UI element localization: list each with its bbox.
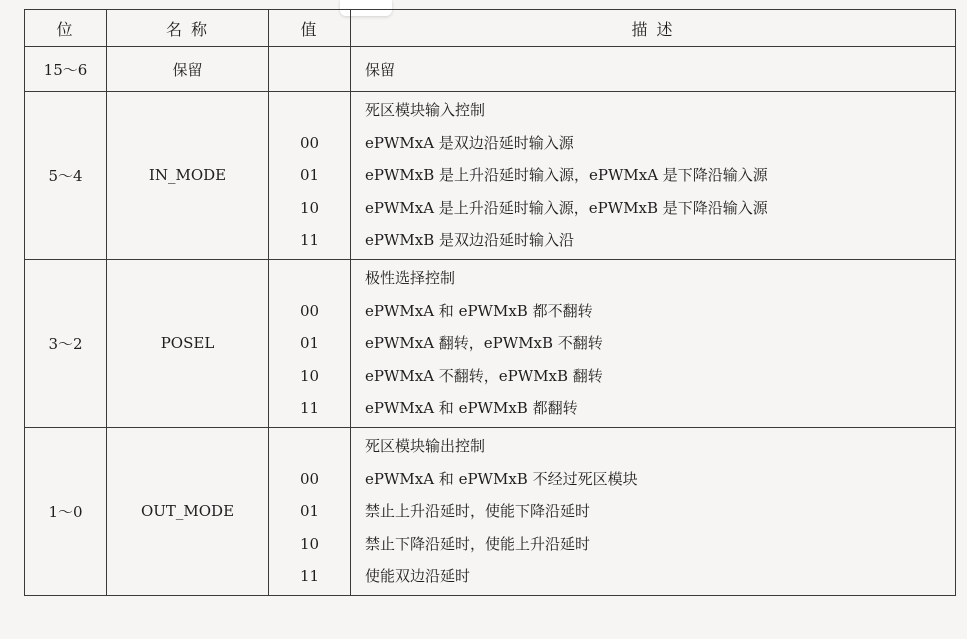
table-row-reserved (25, 47, 956, 92)
header-name: 名 称 (107, 10, 269, 47)
value-item: 11 (299, 567, 320, 586)
value-item: 00 (299, 133, 320, 152)
value-cell (269, 47, 351, 92)
table-row-out-mode (25, 427, 956, 595)
name-cell: 保留 (107, 47, 269, 92)
description-option: ePWMxA 和 ePWMxB 都翻转 (365, 399, 578, 418)
bit-cell: 15～6 (25, 47, 107, 92)
description-option: ePWMxA 翻转，ePWMxB 不翻转 (365, 334, 603, 353)
value-item: 01 (299, 166, 320, 185)
value-spacer (269, 262, 350, 295)
bit-cell: 5～4 (25, 92, 107, 260)
value-cell (269, 259, 351, 427)
table-row-in-mode (25, 92, 956, 260)
header-description: 描 述 (351, 10, 956, 47)
description-option: ePWMxB 是上升沿延时输入源，ePWMxA 是下降沿输入源 (365, 166, 768, 185)
name-cell: OUT_MODE (107, 427, 269, 595)
value-item: 10 (299, 366, 320, 385)
description-cell (351, 427, 956, 595)
description-option: ePWMxA 是双边沿延时输入源 (365, 133, 574, 152)
bit-cell: 3～2 (25, 259, 107, 427)
value-item: 00 (299, 301, 320, 320)
name-cell: POSEL (107, 259, 269, 427)
value-cell (269, 92, 351, 260)
value-item: 10 (299, 198, 320, 217)
description-option: ePWMxA 和 ePWMxB 不经过死区模块 (365, 469, 638, 488)
bit-cell: 1～0 (25, 427, 107, 595)
value-spacer (269, 94, 350, 127)
description-title: 死区模块输入控制 (365, 101, 486, 119)
value-item: 00 (299, 469, 320, 488)
description-option: 使能双边沿延时 (365, 567, 471, 586)
value-spacer (269, 430, 350, 463)
header-value: 值 (269, 10, 351, 47)
description-title: 极性选择控制 (365, 268, 456, 287)
value-item: 11 (299, 399, 320, 418)
table-header-row (25, 10, 956, 47)
value-item: 01 (299, 502, 320, 521)
register-bit-table (24, 9, 956, 596)
description-option: ePWMxA 不翻转，ePWMxB 翻转 (365, 366, 603, 385)
description-option: ePWMxA 和 ePWMxB 都不翻转 (365, 301, 593, 320)
description-cell (351, 92, 956, 260)
description-option: 禁止上升沿延时，使能下降沿延时 (365, 502, 591, 521)
table-row-posel (25, 259, 956, 427)
header-bit: 位 (25, 10, 107, 47)
value-item: 01 (299, 334, 320, 353)
description-cell (351, 259, 956, 427)
name-cell: IN_MODE (107, 92, 269, 260)
description-option: ePWMxA 是上升沿延时输入源，ePWMxB 是下降沿输入源 (365, 198, 768, 217)
description-cell: 保留 (351, 47, 956, 92)
value-item: 10 (299, 534, 320, 553)
value-cell (269, 427, 351, 595)
value-item: 11 (299, 231, 320, 250)
description-option: ePWMxB 是双边沿延时输入沿 (365, 231, 574, 250)
description-option: 禁止下降沿延时，使能上升沿延时 (365, 534, 591, 553)
description-title: 死区模块输出控制 (365, 436, 486, 455)
